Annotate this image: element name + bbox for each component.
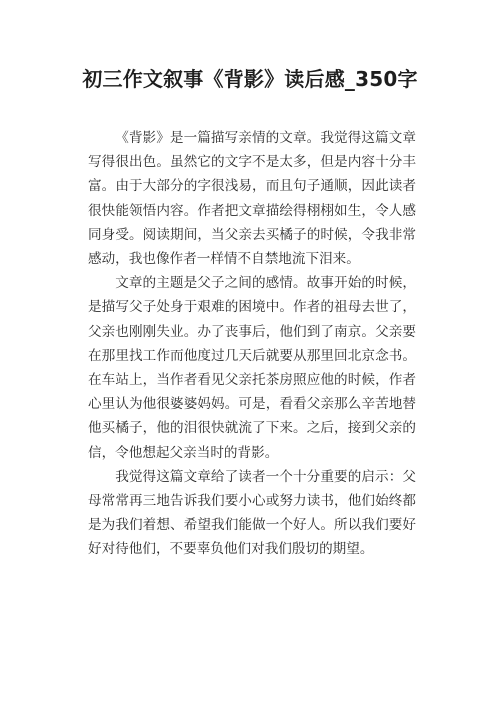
paragraph-3: 我觉得这篇文章给了读者一个十分重要的启示：父母常常再三地告诉我们要小心或努力读书，他们始终都是为我们着想、希望我们能做一个好人。所以我们要好好对待他们，不要辜负他们对我们殷切的期望。 [88,468,416,558]
paragraph-1: 《背影》是一篇描写亲情的文章。我觉得这篇文章写得很出色。虽然它的文字不是太多，但是内容十分丰富。由于大部分的字很浅易，而且句子通顺，因此读者很快能领悟内容。作者把文章描绘得栩栩如生，令人感同身受。阅读期间，当父亲去买橘子的时候，令我非常感动，我也像作者一样情不自禁地流下泪来。 [88,130,416,268]
paragraph-2: 文章的主题是父子之间的感情。故事开始的时候，是描写父子处身于艰难的困境中。作者的祖母去世了，父亲也刚刚失业。办了丧事后，他们到了南京。父亲要在那里找工作而他度过几天后就要从那里回北京念书。在车站上，当作者看见父亲托茶房照应他的时候，作者心里认为他很婆婆妈妈。可是，看看父亲那么辛苦地替他买橘子，他的泪很快就流了下来。之后，接到父亲的信，令他想起父亲当时的背影。 [88,275,416,461]
document-body [88,126,416,562]
document-title: 初三作文叙事《背影》读后感_350字 [82,67,418,91]
